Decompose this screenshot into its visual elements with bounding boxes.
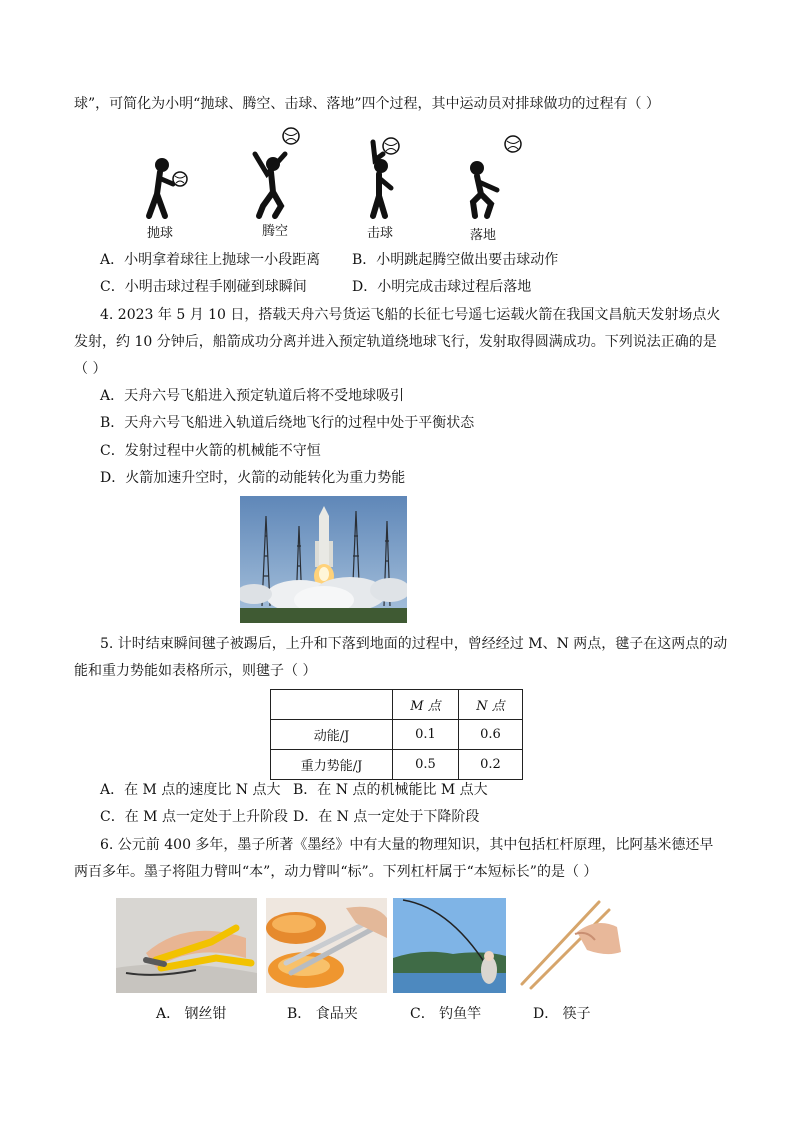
- figure-leaping: [255, 128, 299, 216]
- q6-stem-line1: 6. 公元前 400 多年，墨子所著《墨经》中有大量的物理知识，其中包括杠杆原理，比阿基米德还早: [100, 837, 714, 853]
- q6-stem-line2: 两百多年。墨子将阻力臂叫“本”，动力臂叫“标”。下列杠杆属于“本短标长”的是（ ）: [74, 864, 598, 880]
- q3-option-a[interactable]: A．小明拿着球往上抛球一小段距离: [100, 252, 321, 268]
- q6-option-a[interactable]: A． 钢丝钳: [156, 1006, 227, 1022]
- table-cell: 动能/J: [271, 720, 393, 750]
- energy-table: [270, 689, 523, 780]
- table-row: [271, 720, 523, 750]
- pliers-photo: [116, 898, 257, 993]
- figure-hitting: [373, 138, 399, 216]
- table-cell: 重力势能/J: [271, 750, 393, 780]
- q6-option-d[interactable]: D． 筷子: [533, 1006, 591, 1022]
- table-cell: 0.5: [393, 750, 459, 780]
- q3-option-d[interactable]: D．小明完成击球过程后落地: [352, 279, 532, 295]
- table-header-row: [271, 690, 523, 720]
- figure-label-throw: 抛球: [147, 226, 174, 241]
- q5-option-c[interactable]: C．在 M 点一定处于上升阶段: [100, 809, 288, 825]
- q4-stem-line2: 发射，约 10 分钟后，船箭成功分离并进入预定轨道绕地球飞行，发射取得圆满成功。下列说法正确的是: [74, 334, 717, 350]
- q6-option-c[interactable]: C． 钓鱼竿: [410, 1006, 482, 1022]
- q4-stem-line3: （ ）: [74, 361, 107, 377]
- table-header-cell: M 点: [393, 690, 459, 720]
- q4-option-d[interactable]: D．火箭加速升空时，火箭的动能转化为重力势能: [100, 470, 406, 486]
- figure-throwing: [149, 158, 187, 216]
- food-tongs-photo: [266, 898, 387, 993]
- table-header-cell: [271, 690, 393, 720]
- q4-option-a[interactable]: A．天舟六号飞船进入预定轨道后将不受地球吸引: [100, 388, 405, 404]
- q4-option-c[interactable]: C．发射过程中火箭的机械能不守恒: [100, 443, 321, 459]
- q3-option-c[interactable]: C．小明击球过程手刚碰到球瞬间: [100, 279, 307, 295]
- table-cell: 0.2: [459, 750, 523, 780]
- figure-label-hit: 击球: [367, 226, 394, 241]
- table-cell: 0.1: [393, 720, 459, 750]
- q5-option-d[interactable]: D．在 N 点一定处于下降阶段: [293, 809, 480, 825]
- figure-label-leap: 腾空: [262, 224, 289, 239]
- table-row: [271, 750, 523, 780]
- volleyball-figures: [135, 124, 535, 224]
- q5-stem-line1: [100, 634, 727, 654]
- figure-label-land: 落地: [470, 228, 497, 243]
- q5-stem-line1-text: 5. 计时结束瞬间毽子被踢后，上升和下落到地面的过程中，曾经经过 M、N 两点，毽子在这两点的动: [100, 636, 728, 652]
- fishing-rod-photo: [393, 898, 506, 993]
- q5-option-a[interactable]: A．在 M 点的速度比 N 点大: [100, 782, 281, 798]
- chopsticks-photo: [517, 892, 623, 992]
- q3-option-b[interactable]: B．小明跳起腾空做出要击球动作: [352, 252, 559, 268]
- q5-stem-line2: 能和重力势能如表格所示，则毽子（ ）: [74, 663, 317, 679]
- q4-stem-line1: 4. 2023 年 5 月 10 日，搭载天舟六号货运飞船的长征七号遥七运载火箭在我国文昌航天发射场点火: [100, 307, 721, 323]
- rocket-launch-photo: [240, 496, 407, 623]
- table-header-cell: N 点: [459, 690, 523, 720]
- figure-landing: [470, 136, 521, 216]
- q4-option-b[interactable]: B．天舟六号飞船进入轨道后绕地飞行的过程中处于平衡状态: [100, 415, 475, 431]
- q5-option-b[interactable]: B．在 N 点的机械能比 M 点大: [293, 782, 488, 798]
- q6-option-b[interactable]: B． 食品夹: [287, 1006, 358, 1022]
- q3-stem: 球”，可简化为小明“抛球、腾空、击球、落地”四个过程，其中运动员对排球做功的过程有（ ）: [74, 96, 660, 112]
- table-cell: 0.6: [459, 720, 523, 750]
